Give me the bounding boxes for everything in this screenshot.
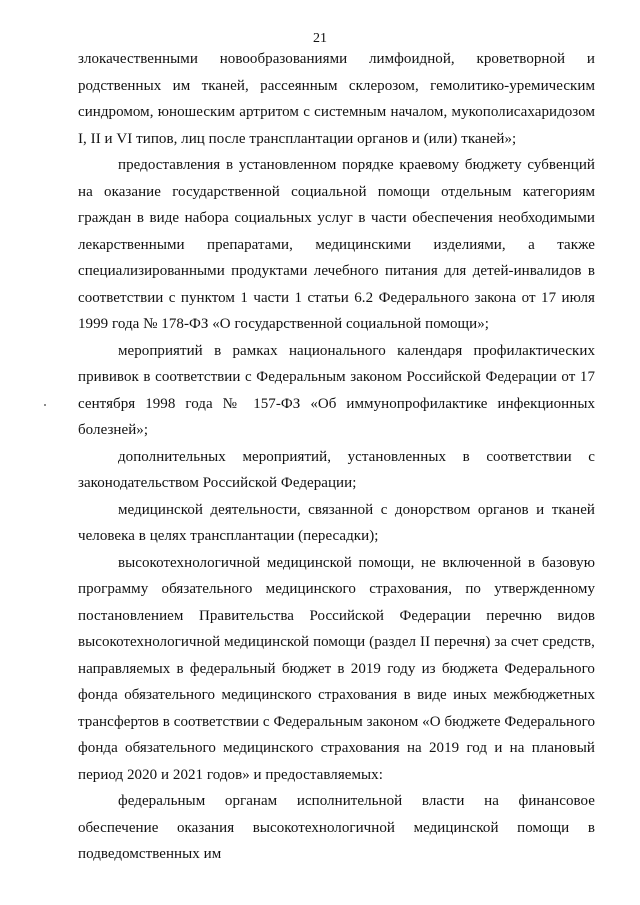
paragraph-subventions: предоставления в установленном порядке краевому бюджету субвенций на оказание государственной социальной помощи отдельным категориям граждан в виде набора социальных услуг в части обеспечения необходимыми лекарственными препаратами, медицинскими изделиями, а также специализированными продуктами лечебного питания для детей-инвалидов в соответствии с пунктом 1 части 1 статьи 6.2 Федерального закона от 17 июля 1999 года № 178-ФЗ «О государственной социальной помощи»; — [78, 157, 595, 332]
paragraph-high-tech-care: высокотехнологичной медицинской помощи, не включенной в базовую программу обязательного медицинского страхования, по утвержденному постановлением Правительства Российской Федерации перечню видов высокотехнологичной медицинской помощи (раздел II перечня) за счет средств, направляемых в федеральный бюджет в 2019 году из бюджета Федерального фонда обязательного медицинского страхования в виде иных межбюджетных трансфертов в соответствии с Федеральным законом «О бюджете Федерального фонда обязательного медицинского страхования на 2019 год и на плановый период 2020 и 2021 годов» и предоставляемых: — [78, 554, 595, 783]
paragraph-donation: медицинской деятельности, связанной с донорством органов и тканей человека в целях трансплантации (пересадки); — [78, 501, 595, 544]
paragraph-additional-measures: дополнительных мероприятий, установленных в соответствии с законодательством Российской Федерации; — [78, 448, 595, 491]
paragraph-vaccination: мероприятий в рамках национального календаря профилактических прививок в соответствии с Федеральным законом Российской Федерации от 17 сентября 1998 года № 157-ФЗ «Об иммунопрофилактике инфекционных болезней»; — [78, 342, 595, 438]
document-body — [78, 46, 595, 868]
page-number: 21 — [313, 31, 327, 46]
paragraph-federal-bodies: федеральным органам исполнительной власти на финансовое обеспечение оказания высокотехнологичной медицинской помощи в подведомственных им — [78, 793, 595, 862]
scan-speck — [44, 404, 46, 406]
paragraph-continuation: злокачественными новообразованиями лимфоидной, кроветворной и родственных им тканей, рассеянным склерозом, гемолитико-уремическим синдромом, юношеским артритом с системным началом, мукополисахаридозом I, II и VI типов, лиц после трансплантации органов и (или) тканей»; — [78, 51, 595, 147]
